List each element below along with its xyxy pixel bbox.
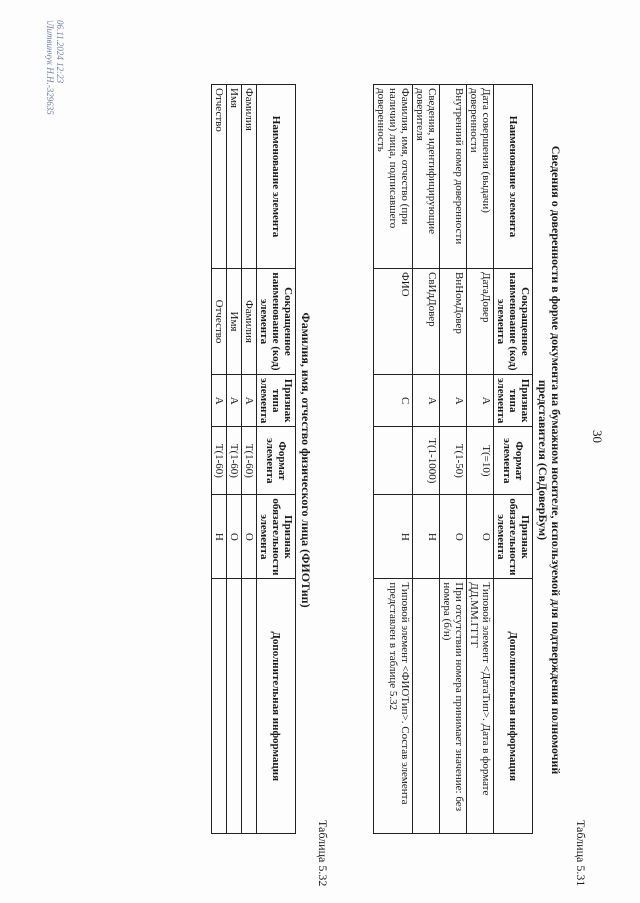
table-row [413,85,440,834]
table2-header-row [257,85,296,834]
cell-required: О [242,495,257,579]
table-row [440,85,467,834]
header-cell: Признак обязательности элемента [494,495,533,579]
cell-code: Имя [227,269,242,375]
cell-name: Отчество [212,85,227,269]
header-cell: Признак типа элемента [494,375,533,427]
table1-title-line1: Сведения о доверенности в форме документа на бумажном носителе, используемой для подтверждения полномочий [549,145,563,775]
cell-format: T(1-60) [242,427,257,495]
cell-required: О [440,495,467,579]
table-row [467,85,494,834]
cell-required: Н [212,495,227,579]
cell-info: При отсутствии номера принимает значение: без номера (б/н) [440,579,467,834]
cell-type: А [413,375,440,427]
stamp-line2: \Литвинчук Н.Н.-329635 [45,20,55,115]
cell-required: Н [374,495,413,579]
header-cell: Наименование элемента [494,85,533,269]
cell-code: ДатаДовер [467,269,494,375]
table2-title: Фамилия, имя, отчество физического лица (ФИОТип) [299,312,313,608]
cell-format: T(=10) [467,427,494,495]
cell-info: Типовой элемент <ДатаТип>. Дата в формате ДД.ММ.ГГГГ [467,579,494,834]
cell-name: Имя [227,85,242,269]
cell-required: О [227,495,242,579]
table1-title-line2: представителя (СвДоверБум) [536,379,550,541]
cell-format [374,427,413,495]
cell-type: А [212,375,227,427]
cell-name: Сведения, идентифицирующие доверителя [413,85,440,269]
cell-format: T(1-50) [440,427,467,495]
table2 [211,84,296,834]
cell-info [212,579,227,834]
header-cell: Дополнительная информация [257,579,296,834]
header-cell: Наименование элемента [257,85,296,269]
cell-code: Отчество [212,269,227,375]
cell-code: Фамилия [242,269,257,375]
cell-format: T(1-60) [212,427,227,495]
header-cell: Формат элемента [257,427,296,495]
cell-name: Внутренний номер доверенности [440,85,467,269]
cell-code: ВнНомДовер [440,269,467,375]
cell-info [227,579,242,834]
header-cell: Признак обязательности элемента [257,495,296,579]
table1-title [536,80,562,840]
header-cell: Дополнительная информация [494,579,533,834]
cell-type: С [374,375,413,427]
header-cell: Признак типа элемента [257,375,296,427]
cell-code: ФИО [374,269,413,375]
table1 [373,84,533,834]
table1-label: Таблица 5.31 [574,820,588,887]
page-number: 30 [590,430,605,443]
header-cell: Сокращенное наименование (код) элемента [257,269,296,375]
cell-name: Дата совершения (выдачи) доверенности [467,85,494,269]
table-row [374,85,413,834]
cell-required: Н [413,495,440,579]
cell-info [242,579,257,834]
header-cell: Сокращенное наименование (код) элемента [494,269,533,375]
table-row [242,85,257,834]
stamp-line1: 06.11.2024 12:23 [55,20,65,84]
cell-name: Фамилия [242,85,257,269]
cell-code: СвИдДовер [413,269,440,375]
cell-format: T(1-60) [227,427,242,495]
cell-format: T(1-1000) [413,427,440,495]
cell-type: А [242,375,257,427]
signature-stamp [45,20,65,115]
cell-info: Типовой элемент <ФИОТип>. Состав элемента представлен в таблице 5.32 [374,579,413,834]
cell-type: А [467,375,494,427]
cell-info [413,579,440,834]
cell-type: А [440,375,467,427]
table-row [212,85,227,834]
table2-label: Таблица 5.32 [316,820,330,887]
table-row [227,85,242,834]
cell-required: О [467,495,494,579]
cell-name: Фамилия, имя, отчество (при наличии) лица, подписавшего доверенность [374,85,413,269]
cell-type: А [227,375,242,427]
table1-header-row [494,85,533,834]
header-cell: Формат элемента [494,427,533,495]
